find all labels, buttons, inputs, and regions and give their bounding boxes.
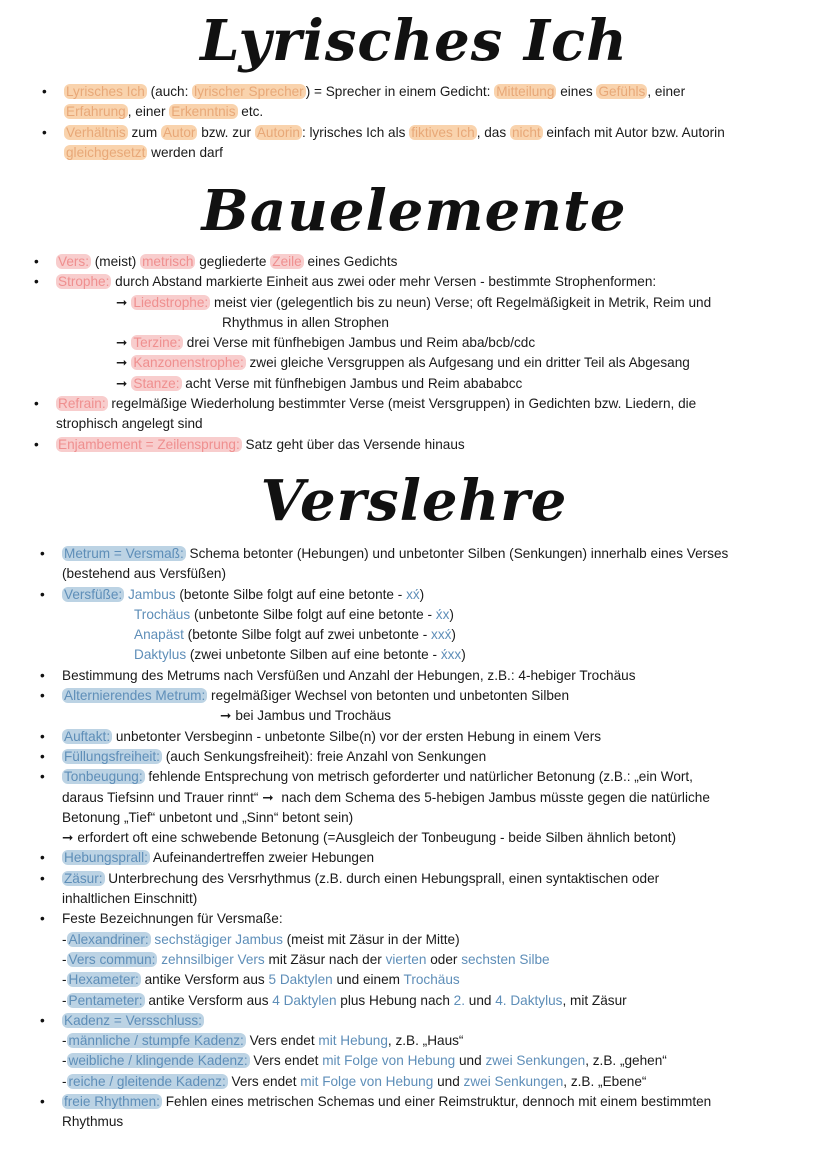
list-item: • Zäsur: Unterbrechung des Versrhythmus (z.B. durch einen Hebungsprall, einen syntaktischen oder inhaltlichen Einschnitt)	[62, 869, 802, 910]
list-lyrisches-ich	[64, 82, 794, 163]
list-item: • Tonbeugung: fehlende Entsprechung von metrisch geforderter und natürlicher Betonung (z.B.: „ein Wort, daraus Tiefsinn und Trauer rinnt“ ➞ nach dem Schema des 5-hebigen Jambus müsste gegen die natürliche Betonung „Tief“ unbetont und „Sinn“ betont sein) ➞ erfordert oft eine schwebende Betonung (=Ausgleich der Tonbeugung - beide Silben ähnlich betont)	[62, 767, 802, 848]
list-item: ➞ Terzine: drei Verse mit fünfhebigen Jambus und Reim aba/bcb/cdc	[116, 335, 536, 351]
list-item: Trochäus (unbetonte Silbe folgt auf eine betonte - x́x)	[134, 606, 454, 622]
list-item: ➞ Liedstrophe: meist vier (gelegentlich bis zu neun) Verse; oft Regelmäßigkeit in Metrik, Reim und Rhythmus in allen Strophen	[116, 294, 712, 330]
term-lyrischer-sprecher: lyrischer Sprecher	[194, 84, 304, 99]
list-item: • Kadenz = Versschluss: - männliche / stumpfe Kadenz: Vers endet mit Hebung, z.B. „Haus“ - weibliche / klingende Kadenz: Vers endet mit Folge von Hebung und zwei Senkungen, z.B. „gehen“ - reiche / gleitende Kadenz: Vers endet mit Folge von Hebung und zwei Senkungen, z.B. „Ebene“	[62, 1011, 802, 1092]
list-item: • Strophe: durch Abstand markierte Einheit aus zwei oder mehr Versen - bestimmte Strophenformen:	[56, 272, 796, 292]
arrow-icon: ➞	[116, 335, 128, 351]
section-lyrisches-ich	[0, 10, 828, 72]
term-lyrisches-ich: Lyrisches Ich	[66, 84, 145, 99]
list-item: • Enjambement = Zeilensprung: Satz geht über das Versende hinaus	[56, 435, 796, 455]
list-item: • Versfüße: Jambus (betonte Silbe folgt auf eine betonte - xx́)	[62, 585, 802, 605]
heading-bauelemente: Bauelemente	[201, 178, 627, 244]
arrow-icon: ➞	[262, 789, 274, 805]
list-item: • Füllungsfreiheit: (auch Senkungsfreiheit): freie Anzahl von Senkungen	[62, 747, 802, 767]
list-item: • Auftakt: unbetonter Versbeginn - unbetonte Silbe(n) vor der ersten Hebung in einem Vers	[62, 727, 802, 747]
list-item: • Vers: (meist) metrisch gegliederte Zeile eines Gedichts	[56, 252, 796, 272]
list-bauelemente	[56, 252, 796, 455]
section-verslehre	[0, 470, 828, 532]
section-bauelemente	[0, 180, 828, 242]
list-item: • Feste Bezeichnungen für Versmaße: - Alexandriner: sechstägiger Jambus (meist mit Zäsur in der Mitte) - Vers commun: zehnsilbiger Vers mit Zäsur nach der vierten oder sechsten Silbe - Hexameter: antike Versform aus 5 Daktylen und einem Trochäus - Pentameter: antike Versform aus 4 Daktylen plus Hebung nach 2. und 4. Daktylus, mit Zäsur	[62, 909, 802, 1010]
list-item: Anapäst (betonte Silbe folgt auf zwei unbetonte - xxx́)	[134, 627, 456, 643]
list-item: • Refrain: regelmäßige Wiederholung bestimmter Verse (meist Versgruppen) in Gedichten bzw. Liedern, die strophisch angelegt sind	[56, 394, 796, 435]
list-item: • Metrum = Versmaß: Schema betonter (Hebungen) und unbetonter Silben (Senkungen) innerhalb eines Verses (bestehend aus Versfüßen)	[62, 544, 802, 585]
list-verslehre	[62, 544, 802, 1133]
list-item: • freie Rhythmen: Fehlen eines metrischen Schemas und einer Reimstruktur, dennoch mit einem bestimmten Rhythmus	[62, 1092, 802, 1133]
list-item: • Bestimmung des Metrums nach Versfüßen und Anzahl der Hebungen, z.B.: 4-hebiger Trochäus	[62, 666, 802, 686]
heading-verslehre: Verslehre	[260, 468, 568, 534]
list-item: • Alternierendes Metrum: regelmäßiger Wechsel von betonten und unbetonten Silben ➞ bei Jambus und Trochäus	[62, 686, 802, 727]
list-item: Daktylus (zwei unbetonte Silben auf eine betonte - x́xx)	[134, 647, 466, 663]
list-item: • Verhältnis zum Autor bzw. zur Autorin : lyrisches Ich als fiktives Ich , das nicht einfach mit Autor bzw. Autorin gleichgesetzt werden darf	[64, 123, 794, 164]
list-item: • Lyrisches Ich (auch: lyrischer Sprecher ) = Sprecher in einem Gedicht: Mitteilung eines Gefühls , einer Erfahrung , einer Erkenntnis etc.	[64, 82, 794, 123]
arrow-icon: ➞	[62, 830, 74, 846]
arrow-icon: ➞	[220, 708, 232, 724]
arrow-icon: ➞	[116, 375, 128, 391]
arrow-icon: ➞	[116, 294, 128, 310]
heading-lyrisches-ich: Lyrisches Ich	[200, 8, 628, 74]
list-item: • Hebungsprall: Aufeinandertreffen zweier Hebungen	[62, 848, 802, 868]
list-item: ➞ Stanze: acht Verse mit fünfhebigen Jambus und Reim abababcc	[116, 375, 523, 391]
arrow-icon: ➞	[116, 355, 128, 371]
list-item: ➞ Kanzonenstrophe: zwei gleiche Versgruppen als Aufgesang und ein dritter Teil als Abgesang	[116, 355, 690, 371]
